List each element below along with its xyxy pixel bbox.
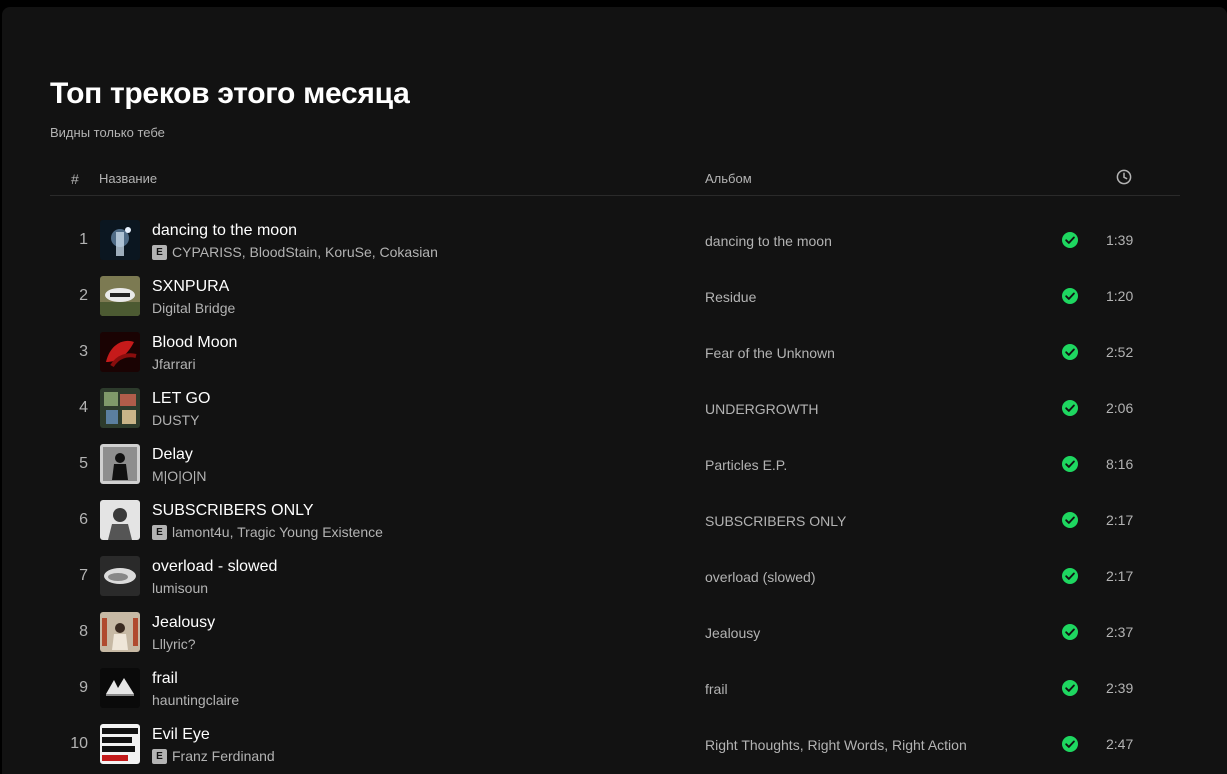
track-album[interactable]: frail xyxy=(705,681,728,697)
track-duration: 2:37 xyxy=(1106,624,1134,640)
track-duration: 8:16 xyxy=(1106,456,1134,472)
saved-check-icon[interactable] xyxy=(1061,287,1079,305)
saved-check-icon[interactable] xyxy=(1061,399,1079,417)
header-title[interactable]: Название xyxy=(99,171,158,186)
track-duration: 1:20 xyxy=(1106,288,1134,304)
album-cover xyxy=(100,668,140,708)
track-number: 7 xyxy=(79,567,88,584)
track-row[interactable] xyxy=(50,380,1180,436)
track-number: 8 xyxy=(79,623,88,640)
track-duration: 2:06 xyxy=(1106,400,1134,416)
track-title[interactable]: SUBSCRIBERS ONLY xyxy=(152,502,314,519)
saved-check-icon[interactable] xyxy=(1061,455,1079,473)
track-title[interactable]: frail xyxy=(152,670,178,687)
track-album[interactable]: SUBSCRIBERS ONLY xyxy=(705,513,847,529)
explicit-badge: E xyxy=(152,245,167,260)
album-cover xyxy=(100,444,140,484)
track-title[interactable]: Delay xyxy=(152,446,193,463)
album-cover xyxy=(100,276,140,316)
page-title: Топ треков этого месяца xyxy=(50,77,410,110)
saved-check-icon[interactable] xyxy=(1061,735,1079,753)
header-album[interactable]: Альбом xyxy=(705,171,752,186)
track-duration: 2:17 xyxy=(1106,568,1134,584)
album-cover xyxy=(100,556,140,596)
artists-text[interactable]: M|O|O|N xyxy=(152,468,207,484)
track-duration: 2:39 xyxy=(1106,680,1134,696)
track-title[interactable]: Blood Moon xyxy=(152,334,238,351)
track-row[interactable] xyxy=(50,548,1180,604)
album-cover xyxy=(100,612,140,652)
track-artists xyxy=(152,244,438,260)
track-album[interactable]: UNDERGROWTH xyxy=(705,401,819,417)
album-cover xyxy=(100,332,140,372)
track-artists xyxy=(152,524,383,540)
track-duration: 2:17 xyxy=(1106,512,1134,528)
track-artists xyxy=(152,300,235,316)
track-album[interactable]: Jealousy xyxy=(705,625,761,641)
track-artists xyxy=(152,636,196,652)
track-title[interactable]: LET GO xyxy=(152,390,211,407)
track-row[interactable] xyxy=(50,716,1180,772)
track-album[interactable]: Right Thoughts, Right Words, Right Action xyxy=(705,737,967,753)
track-row[interactable] xyxy=(50,436,1180,492)
artists-text[interactable]: hauntingclaire xyxy=(152,692,240,708)
saved-check-icon[interactable] xyxy=(1061,511,1079,529)
album-cover xyxy=(100,724,140,764)
track-album[interactable]: Particles E.P. xyxy=(705,457,788,473)
track-row[interactable] xyxy=(50,492,1180,548)
track-artists xyxy=(152,580,208,596)
page-subtitle: Видны только тебе xyxy=(50,125,165,140)
track-number: 2 xyxy=(79,287,88,304)
artists-text[interactable]: DUSTY xyxy=(152,412,200,428)
track-row[interactable] xyxy=(50,212,1180,268)
artists-text[interactable]: Lllyric? xyxy=(152,636,196,652)
track-duration: 2:47 xyxy=(1106,736,1134,752)
track-artists xyxy=(152,468,206,484)
tracklist-header xyxy=(50,165,1180,196)
clock-icon[interactable] xyxy=(1116,169,1132,185)
track-album[interactable]: overload (slowed) xyxy=(705,569,816,585)
track-row[interactable] xyxy=(50,604,1180,660)
track-number: 5 xyxy=(79,455,88,472)
track-number: 3 xyxy=(79,343,88,360)
track-duration: 1:39 xyxy=(1106,232,1134,248)
track-album[interactable]: Fear of the Unknown xyxy=(705,345,835,361)
album-cover xyxy=(100,220,140,260)
saved-check-icon[interactable] xyxy=(1061,623,1079,641)
track-artists xyxy=(152,692,239,708)
track-duration: 2:52 xyxy=(1106,344,1134,360)
header-number: # xyxy=(71,171,79,187)
track-artists xyxy=(152,356,196,372)
album-cover xyxy=(100,388,140,428)
track-number: 9 xyxy=(79,679,88,696)
artists-text[interactable]: lamont4u, Tragic Young Existence xyxy=(172,524,383,540)
track-row[interactable] xyxy=(50,324,1180,380)
track-number: 6 xyxy=(79,511,88,528)
saved-check-icon[interactable] xyxy=(1061,567,1079,585)
artists-text[interactable]: Franz Ferdinand xyxy=(172,748,275,764)
saved-check-icon[interactable] xyxy=(1061,231,1079,249)
top-tracks-panel xyxy=(2,7,1227,774)
track-album[interactable]: dancing to the moon xyxy=(705,233,832,249)
track-artists xyxy=(152,412,199,428)
track-number: 4 xyxy=(79,399,88,416)
explicit-badge: E xyxy=(152,525,167,540)
track-title[interactable]: Evil Eye xyxy=(152,726,210,743)
track-artists xyxy=(152,748,275,764)
saved-check-icon[interactable] xyxy=(1061,679,1079,697)
track-title[interactable]: SXNPURA xyxy=(152,278,230,295)
track-title[interactable]: dancing to the moon xyxy=(152,222,297,239)
track-title[interactable]: overload - slowed xyxy=(152,558,278,575)
tracklist xyxy=(50,212,1180,772)
track-row[interactable] xyxy=(50,660,1180,716)
artists-text[interactable]: Jfarrari xyxy=(152,356,196,372)
track-album[interactable]: Residue xyxy=(705,289,757,305)
track-number: 10 xyxy=(70,735,88,752)
track-row[interactable] xyxy=(50,268,1180,324)
track-number: 1 xyxy=(79,231,88,248)
artists-text[interactable]: CYPARISS, BloodStain, KoruSe, Cokasian xyxy=(172,244,438,260)
track-title[interactable]: Jealousy xyxy=(152,614,216,631)
artists-text[interactable]: lumisoun xyxy=(152,580,209,596)
saved-check-icon[interactable] xyxy=(1061,343,1079,361)
album-cover xyxy=(100,500,140,540)
explicit-badge: E xyxy=(152,749,167,764)
artists-text[interactable]: Digital Bridge xyxy=(152,300,236,316)
